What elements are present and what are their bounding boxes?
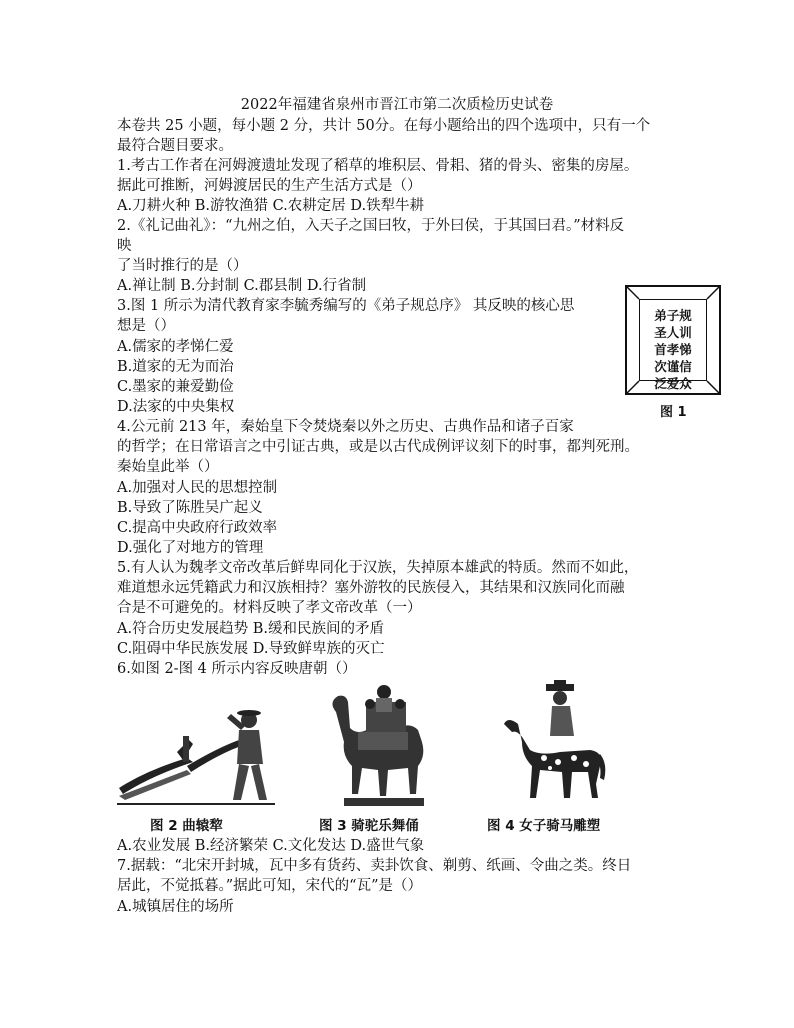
text-line: A.农业发展 B.经济繁荣 C.文化发达 D.盛世气象 [117,838,425,854]
text-line: C.墨家的兼爱勤俭 [117,379,234,395]
figure-4-horse-rider-sculpture [500,680,612,808]
plaque-corner-lines [627,287,719,393]
exam-title: 2022年福建省泉州市晋江市第二次质检历史试卷 [240,97,554,113]
figure-2-plough-illustration [117,700,277,812]
text-line: C.阻碍中华民族发展 D.导致鲜卑族的灭亡 [117,641,385,657]
text-line: B.导致了陈胜吴广起义 [117,500,263,516]
text-line: 2.《礼记曲礼》：“九州之伯，入天子之国曰牧，于外曰侯，于其国曰君。”材料反 [117,218,625,234]
plaque-row: 次谨信 [654,359,692,374]
text-line: 1.考古工作者在河姆渡遗址发现了稻草的堆积层、骨耜、猪的骨头、密集的房屋。 [117,158,639,174]
text-line: D.法家的中央集权 [117,399,235,415]
plaque-row: 圣人训 [654,325,692,340]
figure-3-camel-sculpture [318,682,448,812]
figure-4-caption: 图 4 女子骑马雕塑 [487,818,601,834]
text-line: 合是不可避免的。材料反映了孝文帝改革（一） [117,600,422,616]
text-line: 想是（） [117,318,175,334]
text-line: 6.如图 2-图 4 所示内容反映唐朝（） [117,661,357,677]
text-line: A.城镇居住的场所 [117,899,234,915]
text-line: A.符合历史发展趋势 B.缓和民族间的矛盾 [117,621,384,637]
figure-3-caption: 图 3 骑驼乐舞俑 [319,818,419,834]
text-line: 最符合题目要求。 [117,138,233,154]
text-line: 7.据载：“北宋开封城，瓦中多有货药、卖卦饮食、剃剪、纸画、令曲之类。终日 [117,858,632,874]
plaque-row: 首孝悌 [654,342,692,357]
figure-1-caption: 图 1 [660,405,687,420]
text-line: 秦始皇此举（） [117,459,219,475]
text-line: 本卷共 25 小题，每小题 2 分，共计 50分。在每小题给出的四个选项中，只有一个 [117,118,651,134]
text-line: D.强化了对地方的管理 [117,540,264,556]
plaque-row: 泛爱众 [654,376,692,391]
text-line: 3.图 1 所示为清代教育家李毓秀编写的《弟子规总序》 其反映的核心思 [117,298,575,314]
text-line: 居此，不觉抵暮。”据此可知，宋代的“瓦”是（） [117,878,422,894]
text-line: 映 [117,238,132,254]
text-line: A.加强对人民的思想控制 [117,480,278,496]
text-line: 据此可推断，河姆渡居民的生产生活方式是（） [117,178,422,194]
text-line: A.儒家的孝悌仁爱 [117,339,234,355]
text-line: 4.公元前 213 年，秦始皇下令焚烧秦以外之历史、古典作品和诸子百家 [117,419,574,435]
text-line: C.提高中央政府行政效率 [117,520,278,536]
text-line: 5.有人认为魏孝文帝改革后鲜卑同化于汉族，失掉原本雄武的特质。然而不如此， [117,560,639,576]
text-line: 难道想永远凭籍武力和汉族相持？塞外游牧的民族侵入，其结果和汉族同化而融 [117,580,625,596]
figure-2-caption: 图 2 曲辕犂 [150,818,223,834]
text-line: 了当时推行的是（） [117,258,248,274]
figure-1-plaque [625,285,721,395]
text-line: A.禅让制 B.分封制 C.郡县制 D.行省制 [117,278,367,294]
plaque-row: 弟子规 [654,308,692,323]
text-line: B.道家的无为而治 [117,359,234,375]
text-line: A.刀耕火种 B.游牧渔猎 C.农耕定居 D.铁犁牛耕 [117,198,425,214]
text-line: 的哲学；在日常语言之中引证古典，或是以古代成例评议刻下的时事，都判死刑。 [117,439,639,455]
